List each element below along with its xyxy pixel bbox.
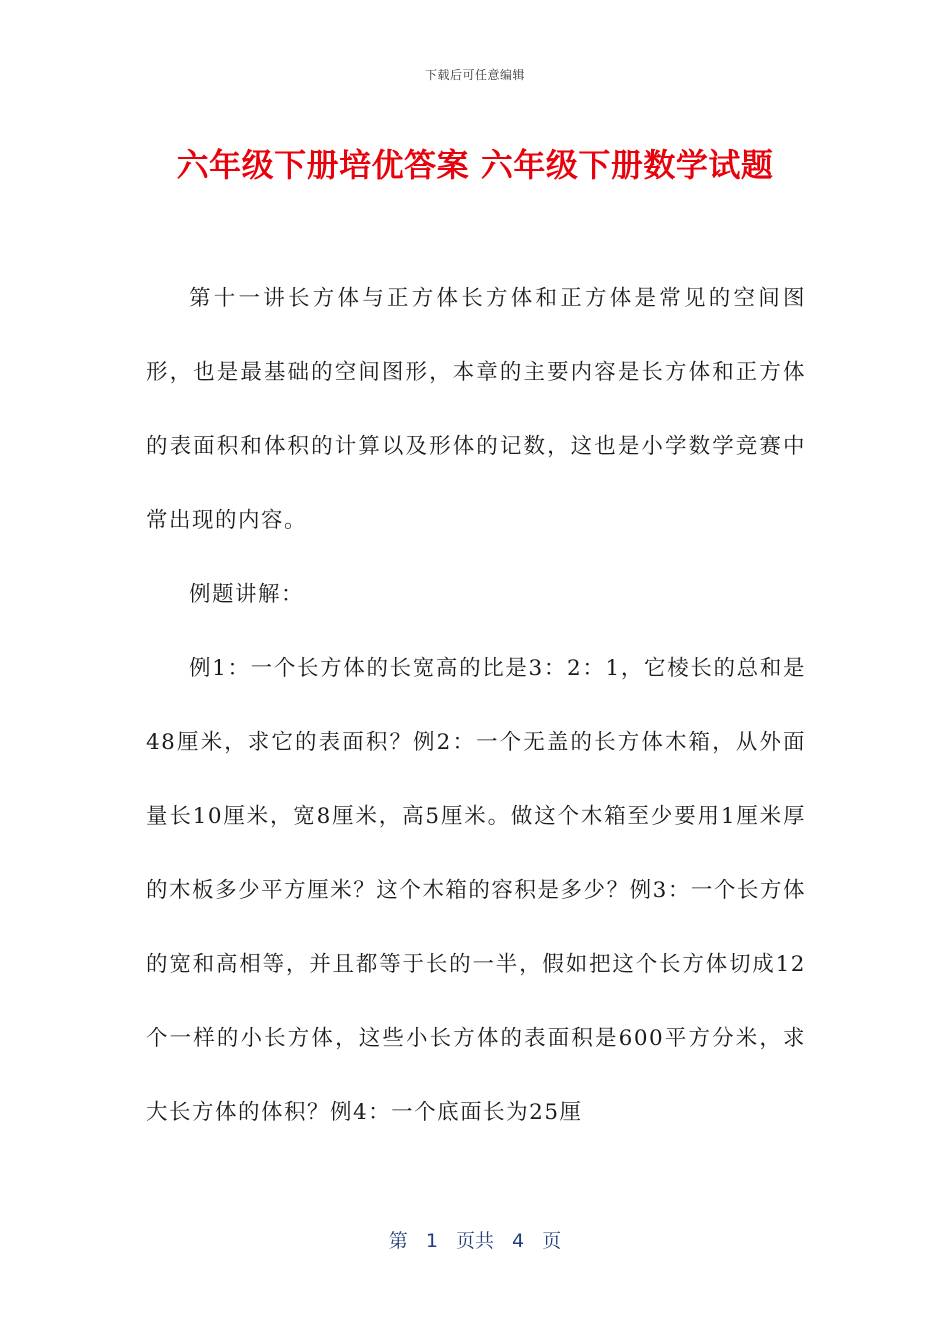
- footer-page-number: 1: [425, 1230, 438, 1252]
- footer-prefix: 第: [388, 1230, 408, 1252]
- paragraph-intro: 第十一讲长方体与正方体长方体和正方体是常见的空间图形，也是最基础的空间图形，本章的主要内容是长方体和正方体的表面积和体积的计算以及形体的记数，这也是小学数学竞赛中常出现的内容。: [146, 286, 806, 533]
- page-footer: [0, 1226, 950, 1253]
- paragraph-examples: 例1：一个长方体的长宽高的比是3：2：1，它棱长的总和是48厘米，求它的表面积？例2：一个无盖的长方体木箱，从外面量长10厘米，宽8厘米，高5厘米。做这个木箱至少要用1厘米厚的木板多少平方厘米？这个木箱的容积是多少？例3：一个长方体的宽和高相等，并且都等于长的一半，假如把这个长方体切成12个一样的小长方体，这些小长方体的表面积是600平方分米，求大长方体的体积？例4：一个底面长为25厘: [146, 656, 806, 1125]
- paragraph-section-heading: 例题讲解：: [189, 582, 305, 607]
- document-body: [146, 262, 806, 1150]
- header-note: 下载后可任意编辑: [424, 68, 525, 82]
- footer-middle: 页共: [455, 1230, 494, 1252]
- footer-suffix: 页: [542, 1230, 562, 1252]
- footer-total-pages: 4: [512, 1230, 525, 1252]
- page-title: 六年级下册培优答案 六年级下册数学试题: [176, 146, 774, 184]
